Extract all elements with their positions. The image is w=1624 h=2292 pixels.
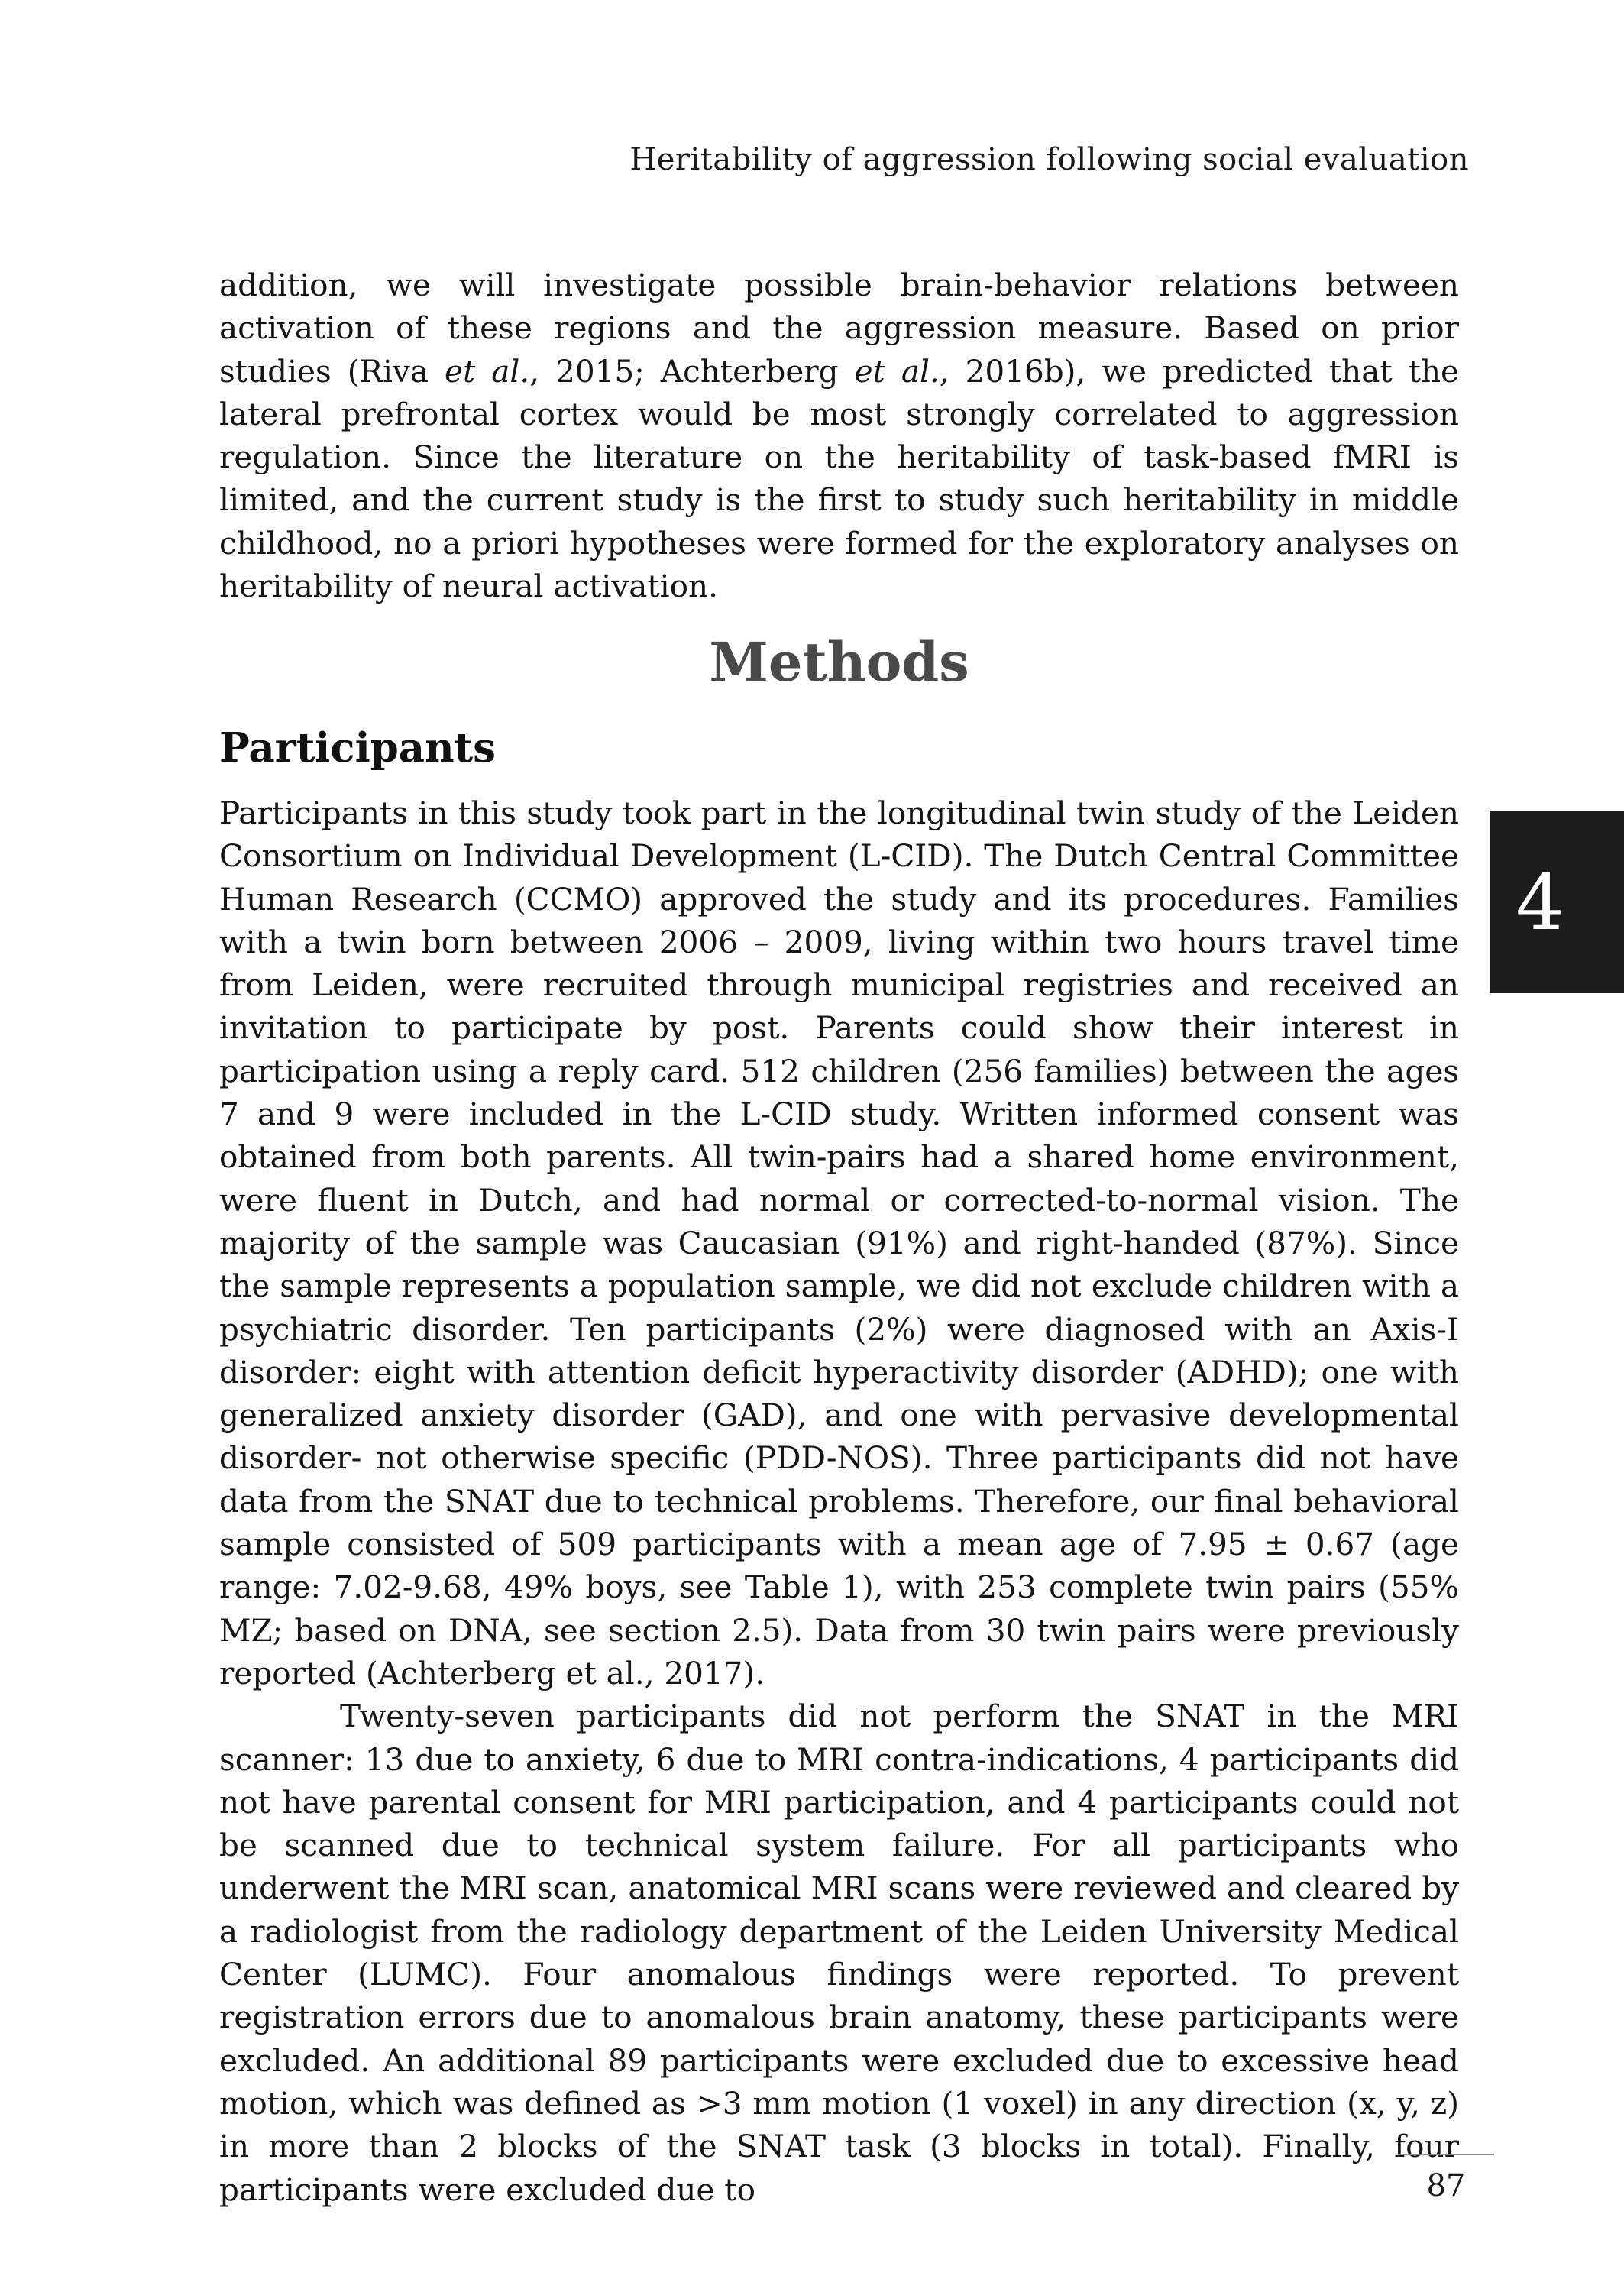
footer-divider xyxy=(1398,2154,1494,2155)
participants-text-block xyxy=(219,792,1459,2211)
participants-paragraph-2: Twenty-seven participants did not perform the SNAT in the MRI scanner: 13 due to anxiety, 6 due to MRI contra-indications, 4 participants did not have parental consent for MRI participation, and 4 participants could not be scanned due to technical system failure. For all participants who underwent the MRI scan, anatomical MRI scans were reviewed and cleared by a radiologist from the radiology department of the Leiden University Medical Center (LUMC). Four anomalous findings were reported. To prevent registration errors due to anomalous brain anatomy, these participants were excluded. An additional 89 participants were excluded due to excessive head motion, which was defined as >3 mm motion (1 voxel) in any direction (x, y, z) in more than 2 blocks of the SNAT task (3 blocks in total). Finally, four participants were excluded due to xyxy=(219,1698,1459,2208)
intro-paragraph-block xyxy=(219,264,1459,607)
intro-text-2: , 2015; Achterberg xyxy=(529,352,855,390)
chapter-tab xyxy=(1490,811,1624,993)
section-title-methods: Methods xyxy=(709,630,969,694)
intro-citation-etal-2: et al. xyxy=(854,352,940,390)
running-header-title: Heritability of aggression following social evaluation xyxy=(629,142,1469,177)
participants-paragraph-1: Participants in this study took part in the longitudinal twin study of the Leiden Consortium on Individual Development (L-CID). The Dutch Central Committee Human Research (CCMO) approved the study and its procedures. Families with a twin born between 2006 – 2009, living within two hours travel time from Leiden, were recruited through municipal registries and received an invitation to participate by post. Parents could show their interest in participation using a reply card. 512 children (256 families) between the ages 7 and 9 were included in the L-CID study. Written informed consent was obtained from both parents. All twin-pairs had a shared home environment, were fluent in Dutch, and had normal or corrected-to-normal vision. The majority of the sample was Caucasian (91%) and right-handed (87%). Since the sample represents a population sample, we did not exclude children with a psychiatric disorder. Ten participants (2%) were diagnosed with an Axis-I disorder: eight with attention deficit hyperactivity disorder (ADHD); one with generalized anxiety disorder (GAD), and one with pervasive developmental disorder- not otherwise specific (PDD-NOS). Three participants did not have data from the SNAT due to technical problems. Therefore, our final behavioral sample consisted of 509 participants with a mean age of 7.95 ± 0.67 (age range: 7.02-9.68, 49% boys, see Table 1), with 253 complete twin pairs (55% MZ; based on DNA, see section 2.5). Data from 30 twin pairs were previously reported (Achterberg et al., 2017). xyxy=(219,795,1459,1691)
intro-paragraph xyxy=(219,264,1459,607)
intro-text-1: addition, we will investigate possible brain-behavior relations between activation of these regions and the aggression measure. Based on prior studies (Riva xyxy=(219,267,1459,390)
subsection-title-participants: Participants xyxy=(219,724,496,772)
page-number: 87 xyxy=(1426,2168,1466,2203)
intro-citation-etal-1: et al. xyxy=(445,352,530,390)
chapter-number: 4 xyxy=(1516,857,1564,947)
intro-text-3: , 2016b), we predicted that the lateral prefrontal cortex would be most strongly correlated to aggression regulation. Since the literature on the heritability of task-based fMRI is limited, and the current study is the first to study such heritability in middle childhood, no a priori hypotheses were formed for the exploratory analyses on heritability of neural activation. xyxy=(219,352,1459,605)
